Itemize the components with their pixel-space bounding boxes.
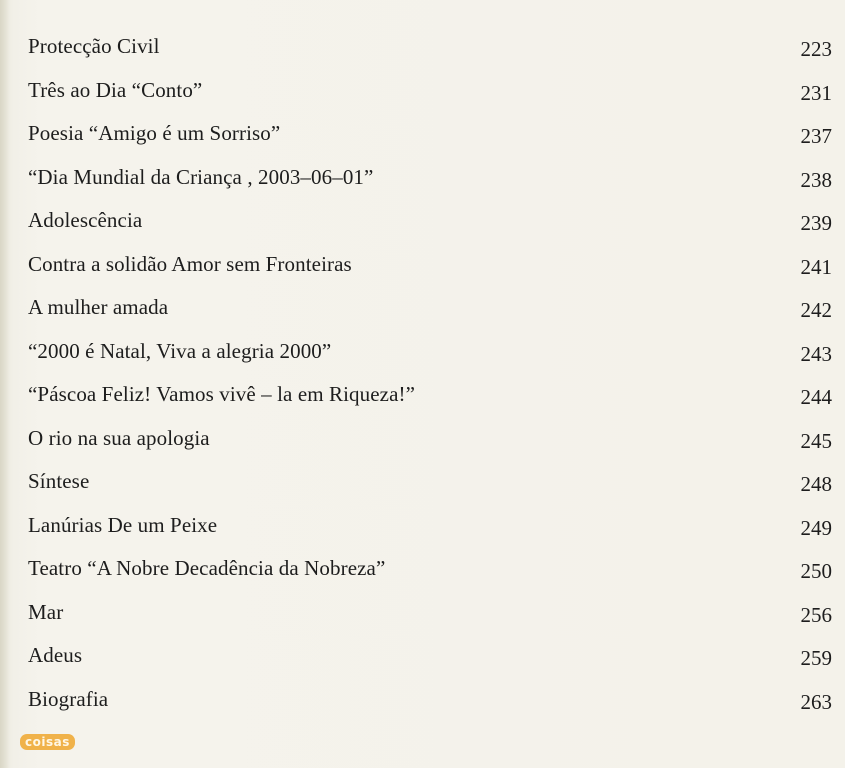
toc-entry-page: 248 <box>800 472 832 496</box>
toc-entry-title: Contra a solidão Amor sem Fronteiras <box>28 251 352 276</box>
toc-entry-page: 244 <box>800 385 832 409</box>
watermark-logo: coisas <box>20 734 75 750</box>
toc-entry <box>28 592 832 636</box>
toc-entry-title: Lanúrias De um Peixe <box>28 512 218 537</box>
toc-entry-page: 250 <box>800 559 832 583</box>
toc-entry <box>28 548 832 592</box>
table-of-contents <box>28 26 832 722</box>
toc-entry-title: “Páscoa Feliz! Vamos vivê – la em Riqueza!” <box>28 382 416 406</box>
toc-entry-page: 259 <box>800 646 832 670</box>
toc-entry-title: Adeus <box>28 643 83 667</box>
toc-entry-page: 239 <box>800 211 832 235</box>
toc-entry-title: Síntese <box>28 469 90 493</box>
toc-entry <box>28 505 832 549</box>
toc-entry-page: 223 <box>800 37 832 61</box>
toc-entry-page: 243 <box>800 341 832 366</box>
toc-entry <box>28 679 832 723</box>
toc-entry <box>28 418 832 462</box>
toc-entry-title: Biografia <box>28 686 109 711</box>
toc-entry-page: 256 <box>800 602 832 627</box>
toc-entry-page: 241 <box>800 254 832 279</box>
toc-entry-page: 242 <box>800 298 832 322</box>
toc-entry-page: 237 <box>800 124 832 148</box>
toc-entry-title: Mar <box>28 599 64 624</box>
toc-entry-page: 249 <box>800 515 832 540</box>
toc-entry <box>28 461 832 505</box>
toc-entry <box>28 287 832 331</box>
toc-entry-title: A mulher amada <box>28 295 169 319</box>
toc-entry <box>28 331 832 375</box>
toc-entry <box>28 635 832 679</box>
toc-entry <box>28 157 832 201</box>
toc-entry-page: 231 <box>800 80 832 105</box>
toc-entry <box>28 200 832 244</box>
toc-entry-page: 238 <box>800 167 832 192</box>
toc-entry-title: Protecção Civil <box>28 34 160 58</box>
toc-entry-title: Três ao Dia “Conto” <box>28 77 203 102</box>
toc-entry-title: O rio na sua apologia <box>28 425 210 450</box>
toc-entry-title: “2000 é Natal, Viva a alegria 2000” <box>28 338 332 363</box>
toc-entry-page: 263 <box>800 689 832 714</box>
toc-entry-title: Adolescência <box>28 208 143 232</box>
toc-entry-title: Teatro “A Nobre Decadência da Nobreza” <box>28 556 386 580</box>
toc-entry <box>28 26 832 70</box>
toc-entry <box>28 113 832 157</box>
toc-entry <box>28 70 832 114</box>
toc-entry-title: Poesia “Amigo é um Sorriso” <box>28 121 281 145</box>
toc-entry-page: 245 <box>800 428 832 453</box>
toc-entry-title: “Dia Mundial da Criança , 2003–06–01” <box>28 164 374 189</box>
toc-entry <box>28 374 832 418</box>
toc-entry <box>28 244 832 288</box>
spine-shadow <box>0 0 10 768</box>
